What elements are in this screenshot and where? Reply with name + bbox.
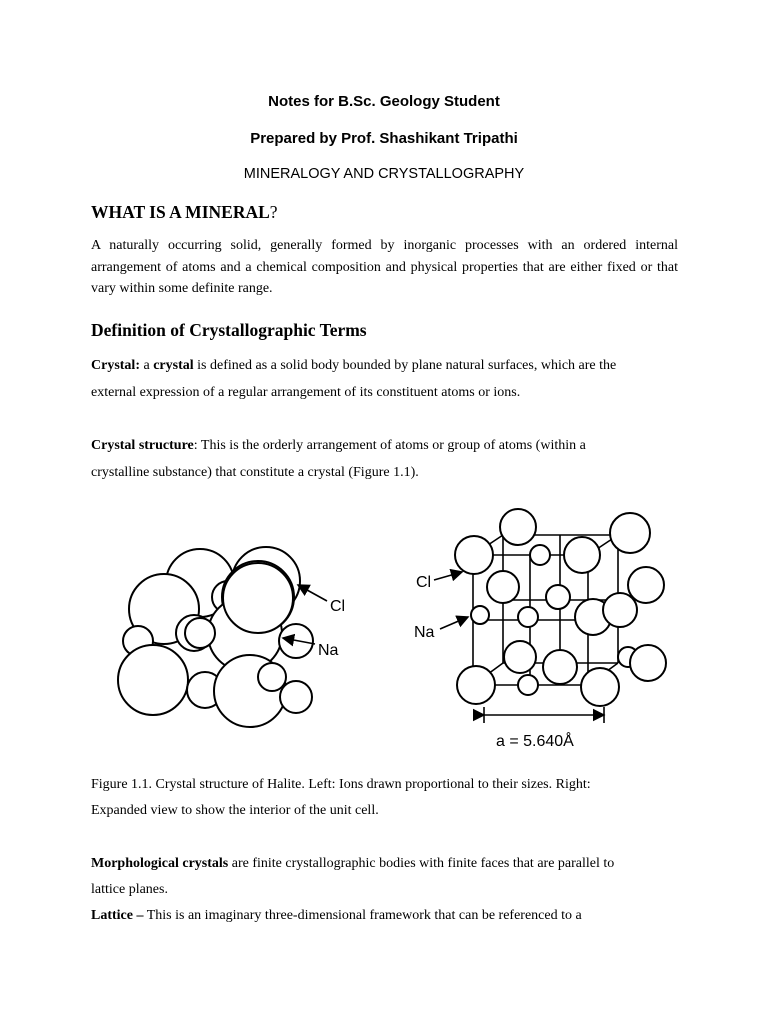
header-subject-line: MINERALOGY AND CRYSTALLOGRAPHY — [243, 166, 525, 182]
label-na-right: Na — [414, 624, 435, 641]
label-cl-left: Cl — [330, 598, 346, 615]
halite-figure — [108, 505, 668, 753]
structure-term: Crystal structure — [91, 438, 194, 453]
morph-text: are finite crystallographic bodies with finite faces that are parallel to — [228, 856, 615, 871]
crystal-term: Crystal: — [91, 358, 140, 373]
mineral-heading-text: WHAT IS A MINERAL — [91, 202, 270, 222]
morph-line1 — [91, 856, 614, 872]
mineral-definition: A naturally occurring solid, generally formed by inorganic processes with an ordered internal arrangement of atoms and a chemical composition and physical properties that are either fixed or that vary within some definite range. — [91, 238, 678, 296]
header-course-line: Notes for B.Sc. Geology Student — [268, 93, 500, 110]
mineral-heading — [91, 202, 278, 223]
unit-cell-dimension: a = 5.640Å — [496, 733, 574, 750]
lattice-line1 — [91, 908, 582, 924]
structure-text: : This is the orderly arrangement of atoms or group of atoms (within a — [193, 438, 586, 453]
label-cl-right: Cl — [416, 574, 432, 591]
structure-line1 — [91, 438, 586, 454]
figure-caption-line1: Figure 1.1. Crystal structure of Halite. Left: Ions drawn proportional to their sizes. Right: — [91, 777, 591, 792]
structure-line2: crystalline substance) that constitute a crystal (Figure 1.1). — [91, 465, 419, 480]
crystal-definition-line1 — [91, 358, 616, 374]
lattice-term: Lattice – — [91, 908, 144, 923]
label-na-left: Na — [318, 642, 339, 659]
crystal-definition-line2: external expression of a regular arrangement of its constituent atoms or ions. — [91, 385, 521, 400]
definitions-heading: Definition of Crystallographic Terms — [91, 320, 367, 340]
figure-caption-line2: Expanded view to show the interior of the unit cell. — [91, 803, 379, 818]
packed-model — [118, 547, 313, 727]
header-author-line: Prepared by Prof. Shashikant Tripathi — [250, 130, 518, 147]
crystal-rest: is defined as a solid body bounded by plane natural surfaces, which are the — [193, 358, 617, 373]
crystal-mid: a — [140, 358, 154, 373]
morph-line2: lattice planes. — [91, 882, 168, 897]
mineral-heading-question: ? — [269, 202, 278, 222]
lattice-text: This is an imaginary three-dimensional framework that can be referenced to a — [143, 908, 582, 923]
morph-term: Morphological crystals — [91, 856, 229, 871]
crystal-bold-word: crystal — [153, 358, 194, 373]
